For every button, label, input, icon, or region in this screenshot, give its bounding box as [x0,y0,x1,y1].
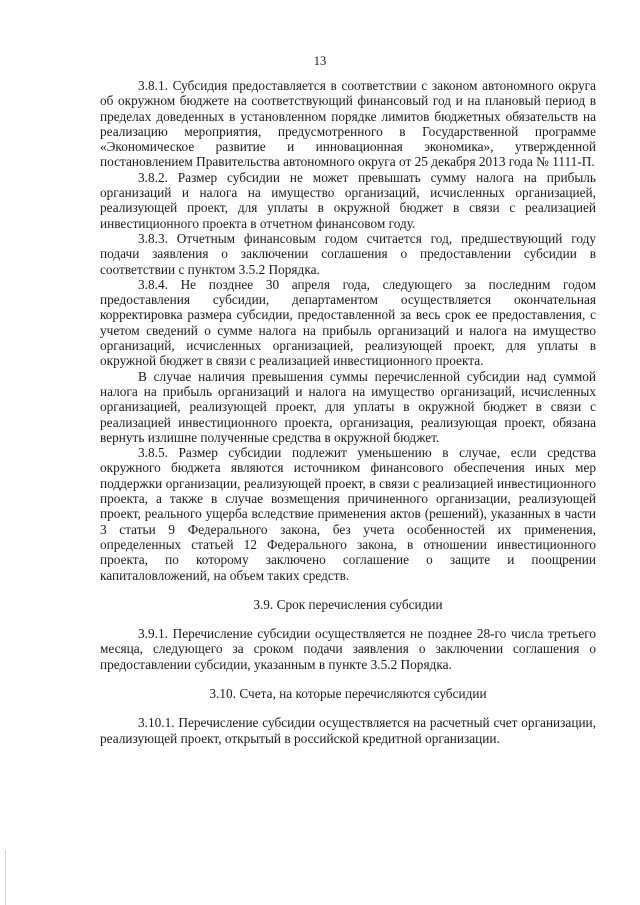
section-heading-3-10: 3.10. Счета, на которые перечисляются субсидии [209,685,487,701]
paragraph-excess-return: В случае наличия превышения суммы перечисленной субсидии над суммой налога на прибыль организаций и налога на имущество организаций, исчисленных организацией, реализующей проект, для уплаты в окружной бюджет в связи с реализацией инвестиционного проекта, организация, реализующая проект, обязана вернуть излишне полученные средства в окружной бюджет. [100,368,596,445]
paragraph-3-8-1: 3.8.1. Субсидия предоставляется в соответствии с законом автономного округа об окружном бюджете на соответствующий финансовый год и на плановый период в пределах доведенных в установленном порядке лимитов бюджетных обязательств на реализацию мероприятия, предусмотренного в Государственной программе «Экономическое развитие и инновационная экономика», утвержденной постановлением Правительства автономного округа от 25 декабря 2013 года № 1111-П. [100,78,596,170]
paragraph-3-9-1: 3.9.1. Перечисление субсидии осуществляется не позднее 28-го числа третьего месяца, следующего за сроком подачи заявления о заключении соглашения о предоставлении субсидии, указанным в пункте 3.5.2 Порядка. [100,626,596,672]
paragraph-3-8-3: 3.8.3. Отчетным финансовым годом считается год, предшествующий году подачи заявления о заключении соглашения о предоставлении субсидии в соответствии с пунктом 3.5.2 Порядка. [100,230,596,277]
paragraph-3-8-4: 3.8.4. Не позднее 30 апреля года, следующего за последним годом предоставления субсидии, департаментом осуществляется окончательная корректировка размера субсидии, предоставленной за весь срок ее предоставления, с учетом сведений о сумме налога на прибыль организаций и налога на имущество организаций, исчисленных организацией, реализующей проект, для уплаты в окружной бюджет в связи с реализацией инвестиционного проекта. [100,276,596,369]
document-body [100,78,596,746]
page-number: 13 [313,54,327,68]
paragraph-3-8-2: 3.8.2. Размер субсидии не может превышать сумму налога на прибыль организаций и налога на имущество организаций, исчисленных организацией, реализующей проект, для уплаты в окружной бюджет в связи с реализацией инвестиционного проекта в отчетном финансовом году. [100,169,596,231]
paragraph-3-8-5: 3.8.5. Размер субсидии подлежит уменьшению в случае, если средства окружного бюджета являются источником финансового обеспечения иных мер поддержки организации, реализующей проект, в связи с реализацией инвестиционного проекта, а также в случае возмещения причиненного организации, реализующей проект, реального ущерба вследствие применения актов (решений), указанных в части 3 статьи 9 Федерального закона, без учета особенностей их применения, определенных статьей 12 Федерального закона, в отношении инвестиционного проекта, по которому заключено соглашение о защите и поощрении капиталовложений, на объем таких средств. [100,445,596,583]
paragraph-3-10-1: 3.10.1. Перечисление субсидии осуществляется на расчетный счет организации, реализующей проект, открытый в российской кредитной организации. [100,715,596,746]
scan-edge-line [5,850,6,905]
section-heading-3-9: 3.9. Срок перечисления субсидии [253,596,443,612]
